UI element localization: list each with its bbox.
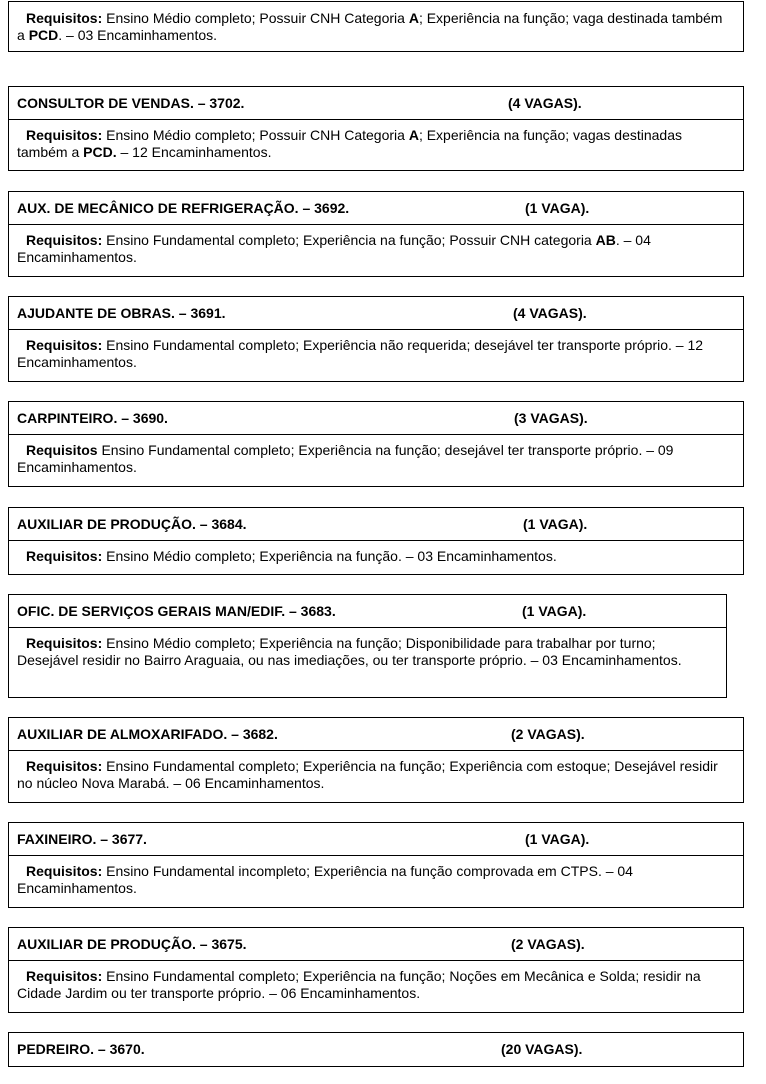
job-requirements xyxy=(9,120,743,161)
requirements-bold-1: A xyxy=(408,127,419,143)
requirements-text-0: Ensino Fundamental incompleto; Experiência na função comprovada em CTPS. – 04 Encaminhamentos. xyxy=(17,863,633,896)
requirements-text-0: Ensino Fundamental completo; Experiência na função; Possuir CNH categoria xyxy=(102,232,596,248)
requirements-label: Requisitos: xyxy=(26,968,103,984)
job-requirements xyxy=(9,2,743,44)
job-title-row xyxy=(9,823,743,856)
job-title-row xyxy=(9,192,743,225)
job-vacancies: (4 VAGAS). xyxy=(513,305,587,321)
job-requirements xyxy=(9,961,743,1002)
requirements-bold-1: AB xyxy=(595,232,616,248)
requirements-text-0: Ensino Fundamental completo; Experiência na função; Noções em Mecânica e Solda; residir na Cidade Jardim ou ter transporte próprio. – 06 Encaminhamentos. xyxy=(17,968,701,1001)
requirements-text-4: . – 03 Encaminhamentos. xyxy=(58,27,218,43)
requirements-text-4: – 12 Encaminhamentos. xyxy=(116,144,272,160)
job-requirements xyxy=(9,225,743,266)
job-title-row xyxy=(9,718,743,751)
requirements-text-0: Ensino Médio completo; Possuir CNH Categoria xyxy=(102,127,409,143)
job-title: AUXILIAR DE PRODUÇÃO. – 3675. xyxy=(17,936,247,952)
job-listing xyxy=(8,507,744,575)
job-requirements xyxy=(9,856,743,897)
job-vacancies: (2 VAGAS). xyxy=(511,936,585,952)
job-listing xyxy=(8,1032,744,1067)
job-listing xyxy=(8,86,744,171)
job-title: AUXILIAR DE ALMOXARIFADO. – 3682. xyxy=(17,726,278,742)
requirements-label: Requisitos: xyxy=(26,635,103,651)
job-vacancies: (1 VAGA). xyxy=(522,603,587,619)
job-vacancies: (20 VAGAS). xyxy=(501,1041,583,1057)
job-requirements xyxy=(9,435,743,476)
job-requirements xyxy=(9,330,743,371)
job-vacancies: (1 VAGA). xyxy=(525,831,590,847)
job-title-row xyxy=(9,402,743,435)
requirements-bold-1: A xyxy=(408,10,419,26)
job-listing xyxy=(8,822,744,908)
requirements-text-0: Ensino Fundamental completo; Experiência na função; desejável ter transporte próprio. – 09 Encaminhamentos. xyxy=(17,442,674,475)
job-title-row xyxy=(9,928,743,961)
job-listing xyxy=(8,191,744,277)
job-title: AUX. DE MECÂNICO DE REFRIGERAÇÃO. – 3692. xyxy=(17,200,350,216)
job-title: OFIC. DE SERVIÇOS GERAIS MAN/EDIF. – 3683. xyxy=(17,603,336,619)
job-title: CONSULTOR DE VENDAS. – 3702. xyxy=(17,95,245,111)
job-listing xyxy=(8,594,727,698)
requirements-label: Requisitos: xyxy=(26,758,103,774)
job-listing xyxy=(8,927,744,1013)
requirements-text-2: . – 04 Encaminhamentos. xyxy=(17,232,651,265)
job-listing xyxy=(8,296,744,382)
requirements-bold-3: PCD. xyxy=(83,144,117,160)
job-vacancies: (4 VAGAS). xyxy=(508,95,582,111)
job-title: AUXILIAR DE PRODUÇÃO. – 3684. xyxy=(17,516,247,532)
requirements-text-0: Ensino Médio completo; Possuir CNH Categoria xyxy=(102,10,409,26)
requirements-text-2: ; Experiência na função; vagas destinadas também a xyxy=(17,127,682,160)
job-title-row xyxy=(9,87,743,120)
requirements-label: Requisitos: xyxy=(26,232,103,248)
requirements-text-0: Ensino Médio completo; Experiência na função. – 03 Encaminhamentos. xyxy=(102,548,557,564)
job-title-row xyxy=(9,297,743,330)
requirements-bold-3: PCD xyxy=(28,27,59,43)
job-vacancies: (3 VAGAS). xyxy=(514,410,588,426)
job-listing xyxy=(8,717,744,803)
job-vacancies: (1 VAGA). xyxy=(523,516,588,532)
job-title-row xyxy=(9,508,743,541)
requirements-text-2: ; Experiência na função; vaga destinada também a xyxy=(17,10,723,43)
job-vacancies: (1 VAGA). xyxy=(525,200,590,216)
requirements-text-0: Ensino Fundamental completo; Experiência não requerida; desejável ter transporte próprio. – 12 Encaminhamentos. xyxy=(17,337,704,370)
job-listing xyxy=(8,401,744,487)
job-title: FAXINEIRO. – 3677. xyxy=(17,831,147,847)
requirements-label: Requisitos xyxy=(26,442,98,458)
requirements-label: Requisitos: xyxy=(26,127,103,143)
requirements-label: Requisitos: xyxy=(26,863,103,879)
job-title-row xyxy=(9,1033,743,1066)
job-title: CARPINTEIRO. – 3690. xyxy=(17,410,168,426)
job-title: AJUDANTE DE OBRAS. – 3691. xyxy=(17,305,226,321)
requirements-text-0: Ensino Fundamental completo; Experiência na função; Experiência com estoque; Desejável residir no núcleo Nova Marabá. – 06 Encaminhamentos. xyxy=(17,758,718,791)
job-title-row xyxy=(9,595,726,628)
requirements-label: Requisitos: xyxy=(26,548,103,564)
requirements-text-0: Ensino Médio completo; Experiência na função; Disponibilidade para trabalhar por turno; Desejável residir no Bairro Araguaia, ou nas imediações, ou ter transporte próprio. – 03 Encaminhamentos. xyxy=(17,635,682,668)
job-requirements xyxy=(9,751,743,792)
requirements-label: Requisitos: xyxy=(26,10,103,26)
job-vacancies: (2 VAGAS). xyxy=(511,726,585,742)
job-title: PEDREIRO. – 3670. xyxy=(17,1041,145,1057)
job-requirements xyxy=(9,541,743,565)
job-listing-partial xyxy=(8,1,744,52)
requirements-label: Requisitos: xyxy=(26,337,103,353)
job-requirements xyxy=(9,628,726,669)
